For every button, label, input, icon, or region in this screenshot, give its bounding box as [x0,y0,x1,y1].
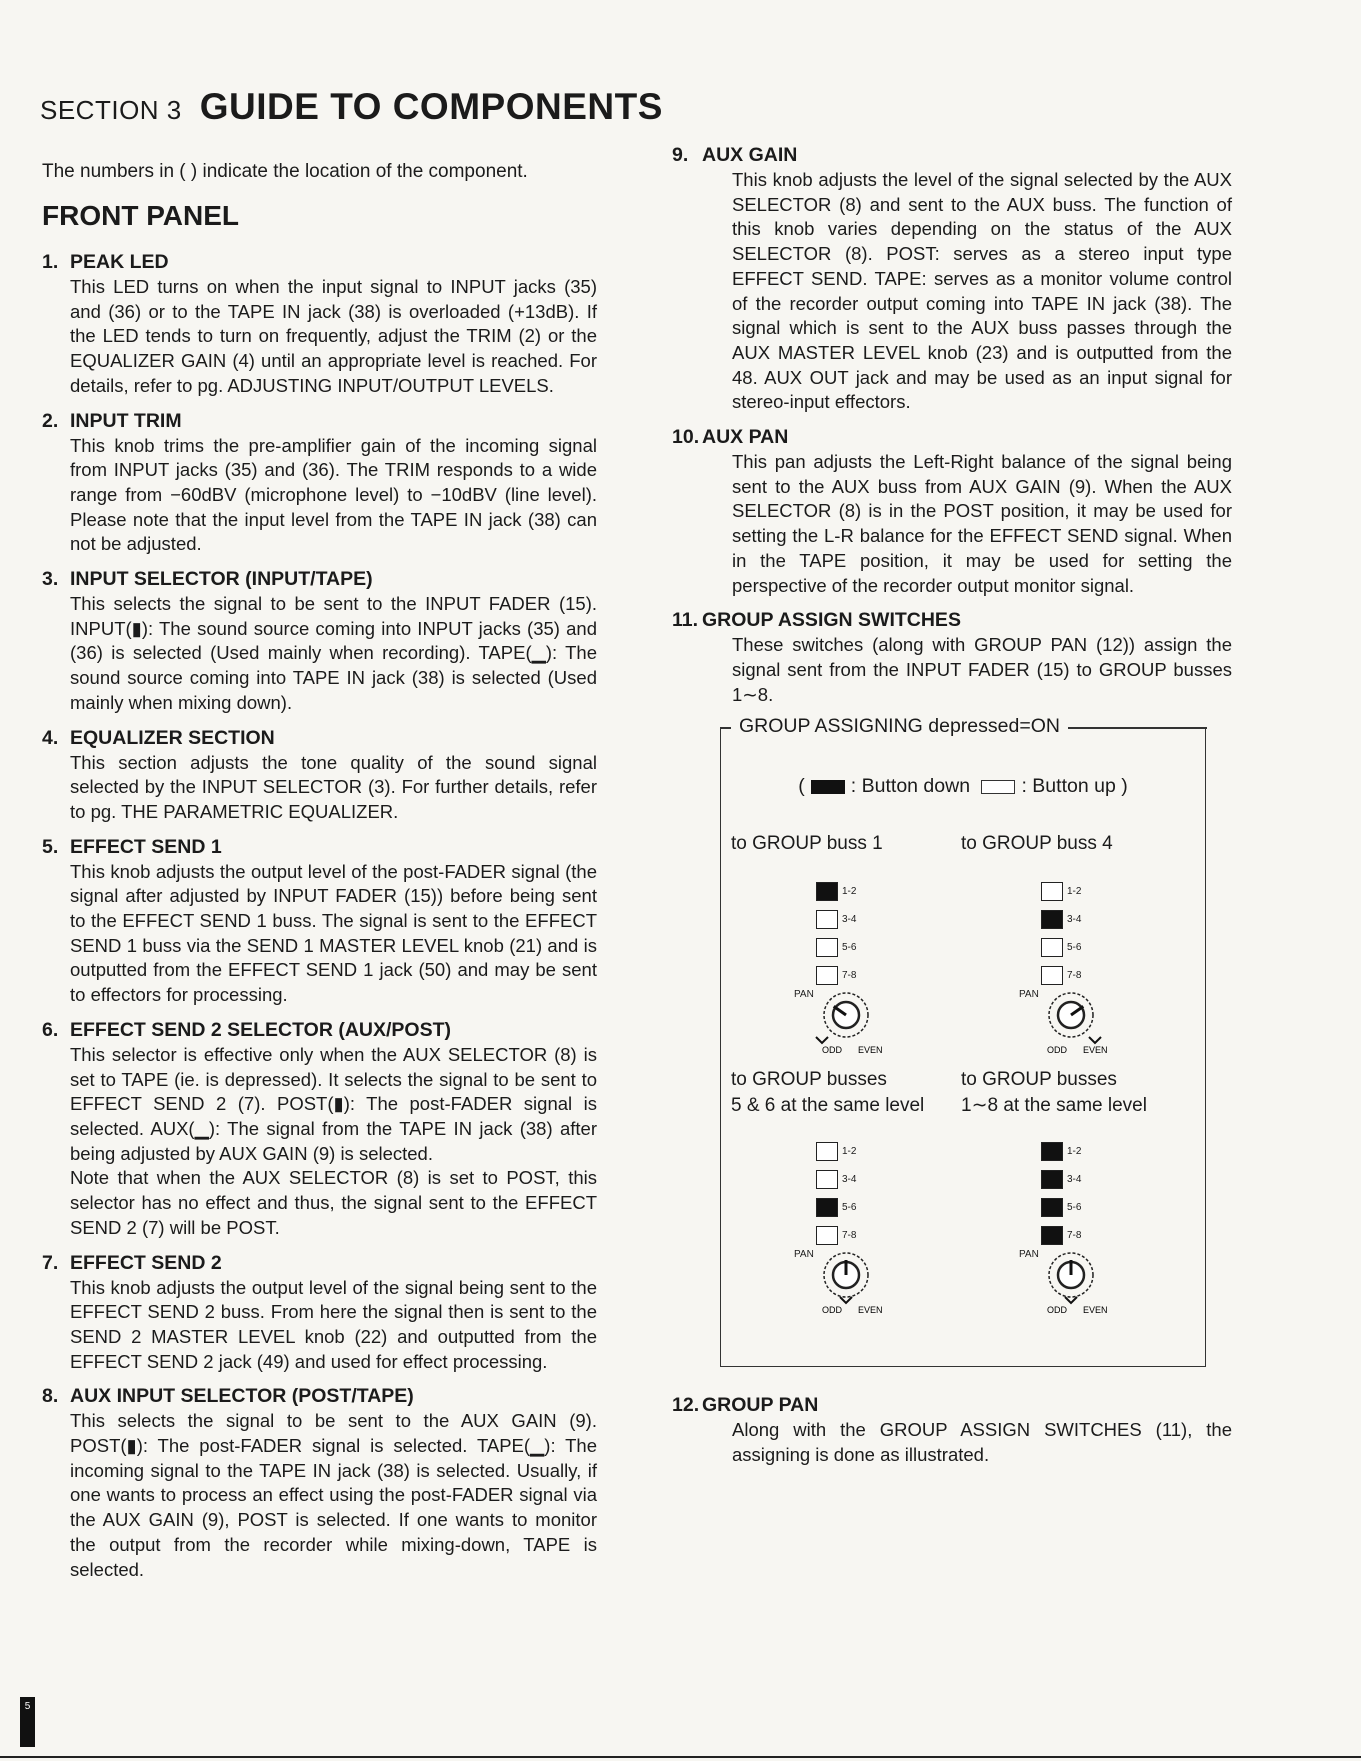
switch-button [816,1170,838,1189]
even-label: EVEN [858,1305,883,1316]
item-6 [42,1018,597,1241]
assign-switch [1041,1193,1151,1221]
pan-label: PAN [1019,989,1039,1001]
assign-switch [816,877,926,905]
pan-knob-diagram [794,987,916,1057]
item-title: PEAK LED [70,251,169,273]
item-paragraph: This knob trims the pre-amplifier gain of the incoming signal from INPUT jacks (35) and (36). The TRIM responds to a wide range from −60dBV (microphone level) to −10dBV (line level). Please note that the input level from the TAPE IN jack (38) can not be adjusted. [70,434,597,555]
assign-switch [816,1165,926,1193]
item-number: 2. [42,409,59,432]
switch-button [1041,1142,1063,1161]
assign-switch-group [816,1137,926,1249]
item-text [732,633,1232,707]
switch-label: 3-4 [1067,913,1082,925]
item-heading [42,567,597,592]
item-heading [42,250,597,275]
item-paragraph: This LED turns on when the input signal to INPUT jacks (35) and (36) or to the TAPE IN jack (38) is overloaded (+13dB). If the LED tends to turn on frequently, adjust the TRIM (2) or the EQUALIZER GAIN (4) until an appropriate level is reached. For details, refer to pg. ADJUSTING INPUT/OUTPUT LEVELS. [70,276,597,396]
item-title: EFFECT SEND 2 [70,1251,222,1274]
switch-label: 7-8 [1067,1229,1082,1241]
switch-button [816,1226,838,1245]
switch-button [1041,1226,1063,1245]
item-paragraph: This knob adjusts the output level of the signal being sent to the EFFECT SEND 2 buss. From here the signal then is sent to the SEND 2 MASTER LEVEL knob (22) and outputted from the EFFECT SEND 2 jack (49) and used for effect processing. [70,1276,597,1372]
switch-button [1041,882,1063,901]
item-paragraph: This selects the signal to be sent to the AUX GAIN (9). POST(▮): The post-FADER signal is selected. TAPE(▁): The incoming signal to the TAPE IN jack (38) is selected. Usually, if one wants to process an effect using the post-FADER signal via the AUX GAIN (9), POST is selected. If one wants to monitor the output from the recorder while mixing-down, TAPE is selected. [70,1410,597,1580]
switch-label: 7-8 [842,1229,857,1241]
caption-line: 5 & 6 at the same level [731,1095,925,1117]
pan-knob-icon [806,1247,916,1317]
item-number: 12. [672,1394,700,1417]
assign-switch [1041,1137,1151,1165]
switch-button [1041,966,1063,985]
assign-switch [816,1137,926,1165]
diagram-caption [731,831,883,857]
item-number: 10. [672,426,700,449]
diagram-caption [961,1067,1147,1119]
item-12 [672,1393,1232,1467]
item-heading [672,143,1232,168]
switch-button [1041,1198,1063,1217]
item-paragraph: This knob adjusts the output level of the post-FADER signal (the signal after adjusted by INPUT FADER (15)) before being sent to the EFFECT SEND 1 buss. The signal is sent to the EFFECT SEND 1 buss via the SEND 1 MASTER LEVEL knob (21) and is outputted from the EFFECT SEND 1 jack (50) and may be sent to effectors for processing. [70,860,597,1006]
switch-button [1041,938,1063,957]
item-number: 6. [42,1018,59,1041]
bottom-rule [0,1756,1361,1758]
item-paragraph: This section adjusts the tone quality of the sound signal selected by the INPUT SELECTOR (3). For further details, refer to pg. THE PARAMETRIC EQUALIZER. [70,751,597,822]
item-title: AUX GAIN [702,144,798,166]
item-heading [42,409,597,434]
switch-label: 3-4 [1067,1173,1082,1185]
assign-switch-group [1041,1137,1151,1249]
item-heading [42,726,597,751]
item-paragraph: These switches (along with GROUP PAN (12)) assign the signal sent from the INPUT FADER (15) to GROUP busses 1∼8. [732,634,1232,705]
pan-knob-icon [1031,987,1141,1057]
item-paragraph: This selector is effective only when the AUX SELECTOR (8) is set to TAPE (ie. is depressed). It selects the signal to be sent to EFFECT SEND 2 (7). POST(▮): The post-FADER signal is selected. AUX(▁): The signal from the TAPE IN jack (38) after being adjusted by AUX GAIN (9) is selected. [70,1043,597,1164]
pan-knob-diagram [1019,1247,1141,1317]
switch-label: 3-4 [842,1173,857,1185]
page-header [40,86,663,128]
section-label: SECTION 3 [40,95,182,125]
item-text [70,434,597,558]
switch-label: 1-2 [1067,885,1082,897]
odd-label: ODD [822,1305,842,1316]
item-heading [42,835,597,860]
item-heading [672,425,1232,450]
assign-switch-group [1041,877,1151,989]
pan-label: PAN [1019,1249,1039,1261]
item-text [70,275,597,399]
page-number: 5 [20,1697,35,1747]
switch-label: 1-2 [842,885,857,897]
item-heading [672,1393,1232,1418]
item-text [70,592,597,716]
legend-up-label: : Button up ) [1021,775,1128,798]
intro-text: The numbers in ( ) indicate the location of the component. [42,161,528,182]
item-paragraph: This selects the signal to be sent to the INPUT FADER (15). INPUT(▮): The sound source coming into INPUT jacks (35) and (36) is selected (Used mainly when recording). TAPE(▁): The sound source coming into TAPE IN jack (38) is selected (Used mainly when mixing down). [70,593,597,713]
even-label: EVEN [858,1045,883,1056]
switch-button [816,938,838,957]
figure-legend [721,775,1205,798]
assign-switch [816,1193,926,1221]
diagram-caption [731,1067,924,1119]
item-paragraph: This knob adjusts the level of the signal selected by the AUX SELECTOR (8) and sent to the AUX buss. The function of this knob varies depending on the status of the AUX SELECTOR (8). POST: serves as a stereo input type EFFECT SEND. TAPE: serves as a monitor volume control of the recorder output coming into TAPE IN jack (38). The signal which is sent to the AUX buss passes through the AUX MASTER LEVEL knob (23) and is outputted from the 48. AUX OUT jack and may be used as an input signal for stereo-input effectors. [732,169,1232,413]
item-text [732,450,1232,598]
group-assign-figure [720,715,1206,1367]
switch-button [816,910,838,929]
pan-knob-diagram [794,1247,916,1317]
item-number: 3. [42,568,59,591]
odd-label: ODD [1047,1045,1067,1056]
item-3 [42,567,597,716]
assign-switch [1041,961,1151,989]
item-number: 5. [42,835,59,858]
assign-switch [1041,905,1151,933]
item-9 [672,143,1232,415]
item-paragraph: This pan adjusts the Left-Right balance of the signal being sent to the AUX buss from AUX GAIN (9). When the AUX SELECTOR (8) is in the POST position, it may be used for setting the L-R balance for the EFFECT SEND signal. When in the TAPE position, it may be used for setting the perspective of the recorder output monitor signal. [732,451,1232,596]
switch-label: 5-6 [842,1201,857,1213]
pan-label: PAN [794,989,814,1001]
assign-switch [1041,877,1151,905]
pan-knob-diagram [1019,987,1141,1057]
item-title: EFFECT SEND 2 SELECTOR (AUX/POST) [70,1018,452,1041]
left-column [42,160,597,1592]
caption-line: to GROUP buss 4 [961,833,1113,855]
switch-label: 5-6 [1067,1201,1082,1213]
switch-label: 1-2 [1067,1145,1082,1157]
legend-open: ( [798,775,805,798]
assign-switch [816,1221,926,1249]
item-number: 7. [42,1251,59,1274]
switch-button [1041,910,1063,929]
switch-label: 7-8 [1067,969,1082,981]
item-text [732,1418,1232,1467]
assign-switch [1041,933,1151,961]
item-title: AUX PAN [702,426,789,449]
item-title: AUX INPUT SELECTOR (POST/TAPE) [70,1385,414,1408]
switch-button [816,882,838,901]
assign-switch [816,905,926,933]
switch-label: 7-8 [842,969,857,981]
switch-button [816,1198,838,1217]
switch-label: 3-4 [842,913,857,925]
item-title: GROUP PAN [702,1394,819,1417]
switch-label: 5-6 [1067,941,1082,953]
assign-switch [816,933,926,961]
assign-switch [1041,1221,1151,1249]
even-label: EVEN [1083,1305,1108,1316]
legend-up-swatch [981,780,1015,794]
even-label: EVEN [1083,1045,1108,1056]
assign-switch [1041,1165,1151,1193]
switch-button [1041,1170,1063,1189]
item-text [70,751,597,825]
item-text [70,1276,597,1375]
switch-button [816,966,838,985]
odd-label: ODD [1047,1305,1067,1316]
page-title: GUIDE TO COMPONENTS [199,86,663,127]
figure-border [1051,727,1207,729]
item-heading [672,608,1232,633]
item-1 [42,250,597,399]
assign-switch-group [816,877,926,989]
item-heading [42,1384,597,1409]
figure-border [721,727,731,729]
pan-knob-icon [806,987,916,1057]
right-column [672,143,1232,1478]
item-text [732,168,1232,415]
figure-title: GROUP ASSIGNING depressed=ON [731,715,1068,738]
item-heading [42,1018,597,1043]
item-paragraph: Along with the GROUP ASSIGN SWITCHES (11), the assigning is done as illustrated. [732,1419,1232,1466]
item-5 [42,835,597,1008]
legend-down-swatch [811,780,845,794]
right-items [672,143,1232,707]
item-text [70,1043,597,1241]
item-number: 1. [42,251,59,273]
item-title: INPUT SELECTOR (INPUT/TAPE) [70,568,373,591]
pan-label: PAN [794,1249,814,1261]
switch-label: 5-6 [842,941,857,953]
item-text [70,860,597,1008]
item-number: 4. [42,726,59,749]
item-text [70,1409,597,1582]
legend-down-label: : Button down [850,775,971,798]
pan-knob-icon [1031,1247,1141,1317]
item-title: EFFECT SEND 1 [70,835,222,858]
item-10 [672,425,1232,598]
diagram-caption [961,831,1113,857]
item-title: EQUALIZER SECTION [70,726,275,749]
item-heading [42,1251,597,1276]
switch-label: 1-2 [842,1145,857,1157]
item-number: 11. [672,609,699,632]
item-7 [42,1251,597,1375]
item-4 [42,726,597,825]
item-11 [672,608,1232,707]
front-panel-heading: FRONT PANEL [42,200,240,231]
assign-switch [816,961,926,989]
item-title: GROUP ASSIGN SWITCHES [702,609,961,632]
item-paragraph: Note that when the AUX SELECTOR (8) is set to POST, this selector has no effect and thus, the signal sent to the EFFECT SEND 2 (7) will be POST. [70,1167,597,1238]
item-number: 8. [42,1385,59,1408]
item-title: INPUT TRIM [70,409,182,432]
caption-line: to GROUP busses [731,1069,887,1091]
switch-button [816,1142,838,1161]
left-items [42,250,597,1582]
odd-label: ODD [822,1045,842,1056]
item-8 [42,1384,597,1582]
caption-line: 1∼8 at the same level [961,1095,1147,1117]
caption-line: to GROUP busses [961,1069,1117,1091]
item-number: 9. [672,144,689,166]
item-2 [42,409,597,558]
caption-line: to GROUP buss 1 [731,833,883,855]
